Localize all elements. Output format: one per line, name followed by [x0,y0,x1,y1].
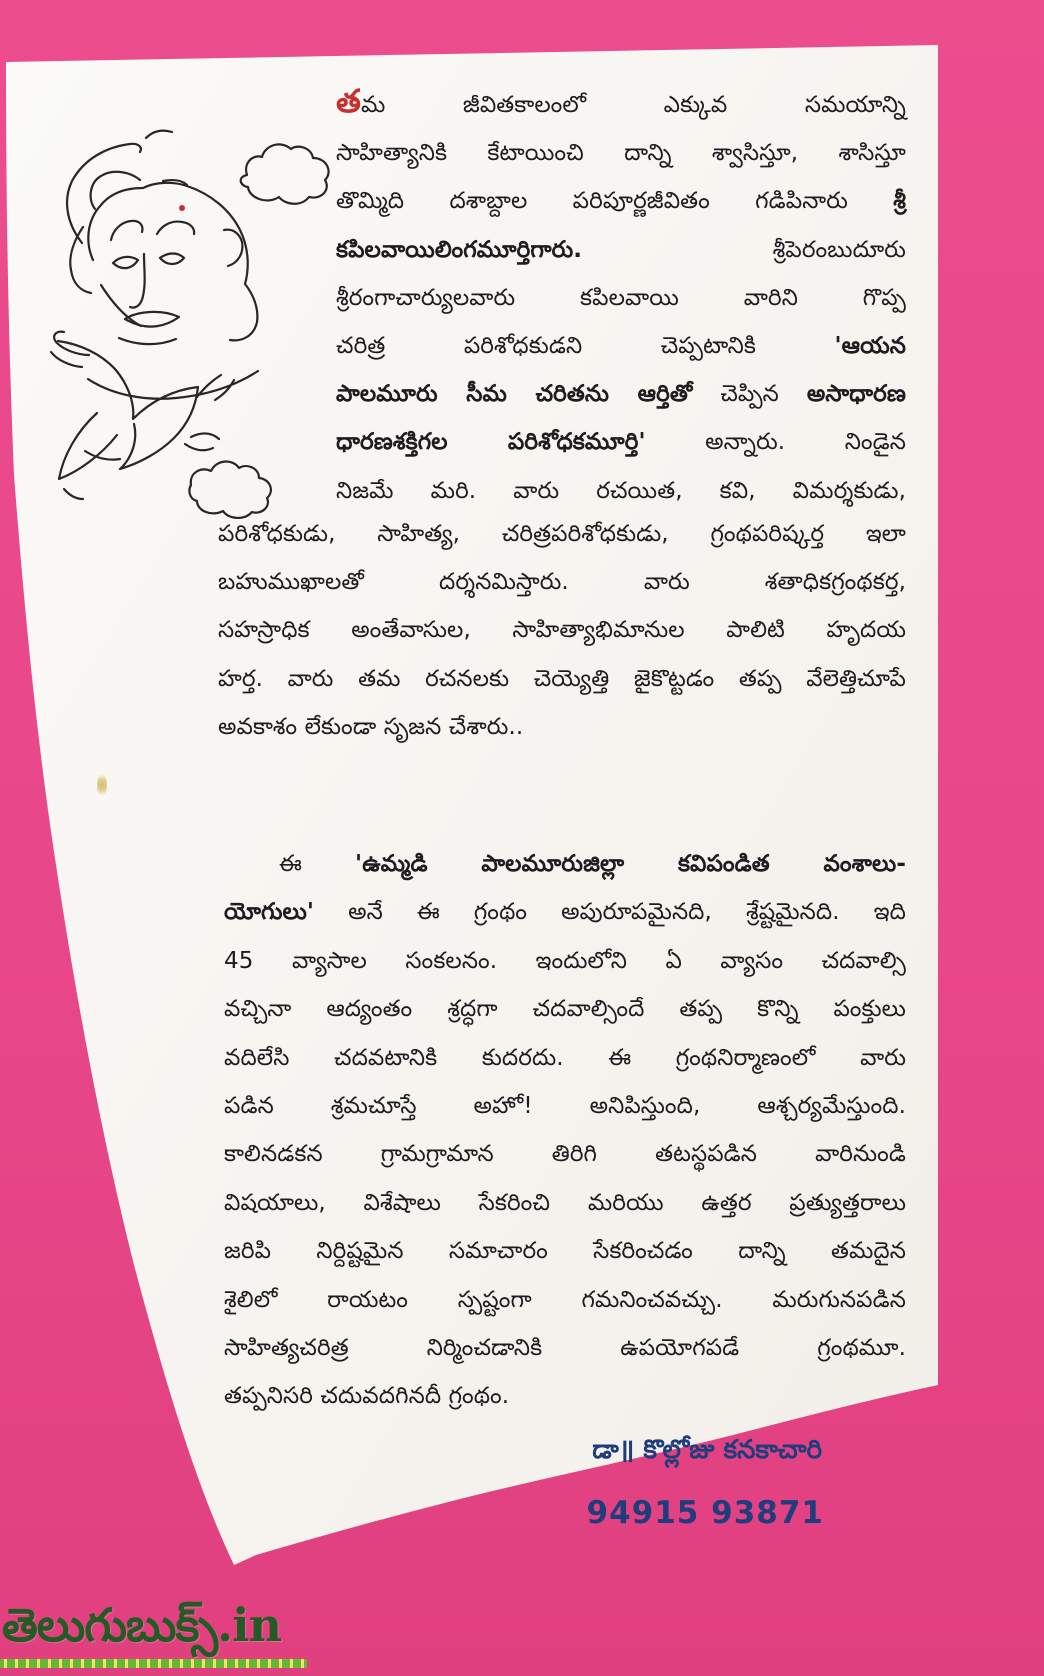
line-text: చరిత్ర పరిశోధకుడని చెప్పటానికి [336,333,835,360]
line-text: విషయాలు, విశేషాలు సేకరించి మరియు ఉత్తర ప్రత్యుత్తరాలు [224,1189,906,1216]
line-text: శైలిలో రాయటం స్పష్టంగా గమనించవచ్చు. మరుగునపడిన [224,1286,906,1313]
line-text: సహస్రాధిక అంతేవాసుల, సాహిత్యాభిమానుల పాలిటి హృదయ [218,617,906,644]
bold-line-text: అసాధారణ [806,381,906,408]
line-text: తొమ్మిది దశాబ్దాల పరిపూర్ణజీవితం గడిపినారు [336,188,894,215]
paragraph-line [218,558,906,606]
bold-line-text: పాలమూరు సీమ చరితను ఆర్తితో [336,381,693,408]
paragraph-line [218,510,906,558]
watermark-logo [0,1600,315,1676]
paragraph-line [224,1179,906,1227]
dropcap-letter: త [336,82,361,120]
paragraph-line [224,1130,906,1178]
cloud-icon [241,144,329,203]
line-text: అనే ఈ గ్రంథం అపురూపమైనది, శ్రేష్టమైనది. ఇది [314,899,906,926]
book-review-paragraph [224,840,906,1421]
bold-line-text: ధారణశక్తిగల పరిశోధకమూర్తి' [336,429,646,456]
line-text: అవకాశం లేకుండా సృజన చేశారు.. [218,713,524,740]
line-text: 45 వ్యాసాల సంకలనం. ఇందులోని ఏ వ్యాసం చదవాల్సి [224,947,906,974]
paragraph-line [224,1082,906,1130]
author-phone-number: 94915 93871 [586,1495,824,1531]
line-text: ఈ [279,851,356,877]
bird-icon [58,341,198,469]
line-text: అన్నారు. నిండైన [645,429,906,456]
paragraph-line [224,888,906,936]
paragraph-line [224,1276,906,1324]
paper-stain [97,773,107,797]
line-text: పడిన శ్రమచూస్తే అహో! అనిపిస్తుంది, ఆశ్చర్యమేస్తుంది. [224,1093,906,1120]
paragraph-line [336,418,906,466]
line-text: బహుముఖాలతో దర్శనమిస్తారు. వారు శతాధికగ్రంథకర్త, [218,569,906,596]
white-paper-panel [6,45,938,1565]
tilak-mark [179,205,185,211]
paragraph-line [336,274,906,322]
line-text: నిజమే మరి. వారు రచయిత, కవి, విమర్శకుడు, [336,477,906,504]
paragraph-line [336,370,906,418]
intro-paragraph [336,77,906,515]
paragraph-line [218,606,906,654]
bold-line-text: శ్రీ [893,188,906,215]
paragraph-line [336,226,906,274]
bold-line-text: 'ఆయన [834,333,906,360]
line-text: హర్త. వారు తమ రచనలకు చెయ్యెత్తి జైకొట్టడం తప్ప వేలెత్తిచూపే [218,665,906,692]
bold-line-text: కపిలవాయిలింగమూర్తిగారు. [336,236,583,263]
paragraph-line [224,1034,906,1082]
bold-line-text: యోగులు' [224,899,315,926]
line-text: జరిపి నిర్దిష్టమైన సమాచారం సేకరించడం దాన్ని తమదైన [224,1238,906,1265]
line-text: పరిశోధకుడు, సాహిత్య, చరిత్రపరిశోధకుడు, గ్రంథపరిష్కర్త ఇలా [218,521,906,547]
line-text: శ్రీరంగాచార్యులవారు కపిలవాయి వారిని గొప్ప [336,284,906,311]
paragraph-line [224,1324,906,1372]
portrait-caricature-icon [41,115,321,550]
line-text: వదిలేసి చదవటానికి కుదరదు. ఈ గ్రంథనిర్మాణంలో వారు [224,1044,906,1071]
paragraph-line [336,322,906,370]
paragraph-line [224,937,906,985]
paragraph-line [224,985,906,1033]
watermark-underline [0,1659,307,1668]
paragraph-line [336,129,906,177]
paragraph-line [336,177,906,225]
paragraph-line [218,703,906,751]
line-text: మ జీవితకాలంలో ఎక్కువ సమయాన్ని [361,92,906,118]
paragraph-line [336,77,906,129]
paragraph-line [224,1372,906,1420]
caricature-drawing [41,115,321,550]
paragraph-line [336,467,906,515]
bold-line-text: 'ఉమ్మడి పాలమూరుజిల్లా కవిపండిత వంశాలు- [355,851,907,877]
line-text: వచ్చినా ఆద్యంతం శ్రద్ధగా చదవాల్సిందే తప్ప కొన్ని పంక్తులు [224,996,906,1023]
continued-paragraph [218,510,906,751]
line-text: తప్పనిసరి చదువదగినదీ గ్రంథం. [224,1383,510,1410]
paragraph-line [224,1227,906,1275]
line-text: సాహిత్యచరిత్ర నిర్మించడానికి ఉపయోగపడే గ్రంథమూ. [224,1335,906,1362]
line-text: సాహిత్యానికి కేటాయించి దాన్ని శ్వాసిస్తూ, శాసిస్తూ [336,140,906,167]
line-text: శ్రీపెరంబుదూరు [582,236,906,263]
author-signature: డా॥ కొల్లోజు కనకాచారి [592,1435,822,1465]
watermark-text: తెలుగుబుక్స్.in [2,1598,282,1652]
line-text: కాలినడకన గ్రామగ్రామాన తిరిగి తటస్థపడిన వారినుండి [224,1141,906,1168]
paragraph-line [218,655,906,703]
line-text: చెప్పిన [692,381,807,408]
paragraph-line [224,840,906,888]
